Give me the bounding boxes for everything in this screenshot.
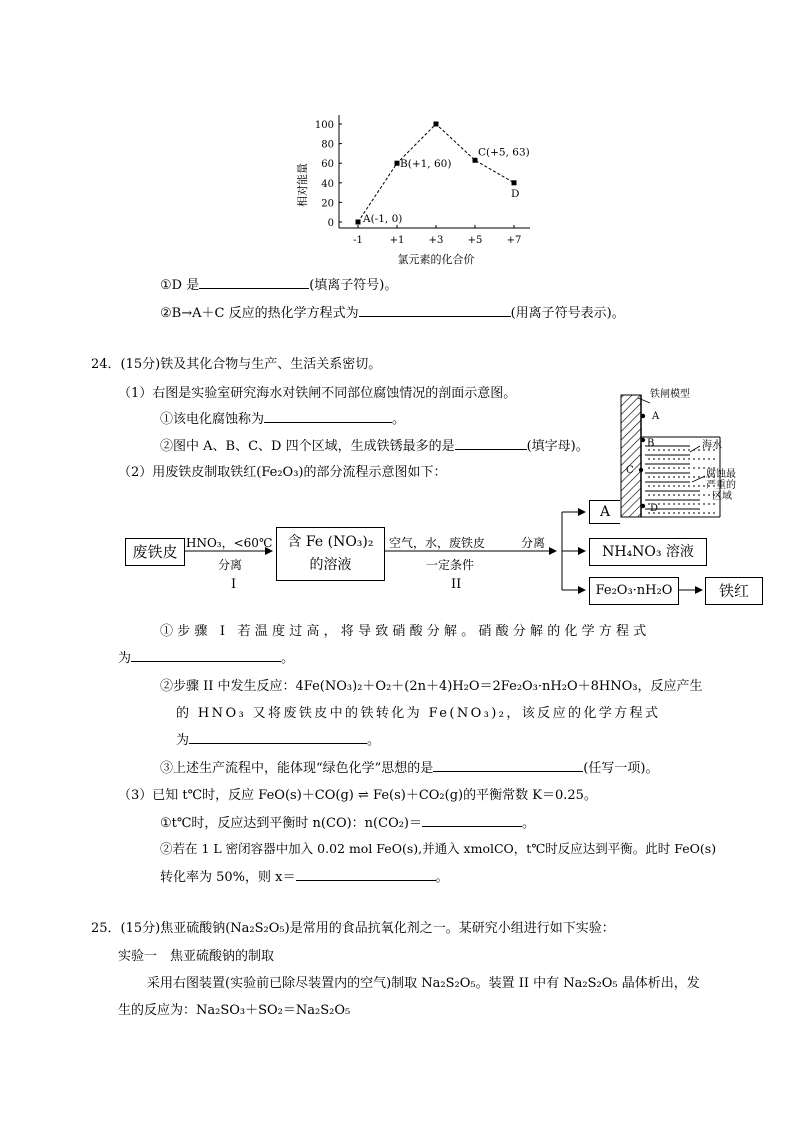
q24-title: 24．(15分)铁及其化合物与生产、生活关系密切。 bbox=[91, 357, 382, 372]
gate-label-b: B bbox=[647, 438, 655, 449]
flow-middle-line2: 的溶液 bbox=[309, 557, 352, 573]
q23-item-1 bbox=[160, 274, 397, 293]
chart-ylabel: 相对能量 bbox=[296, 163, 309, 207]
y-tick-label: 80 bbox=[321, 139, 334, 151]
q24-part3-item2-line2 bbox=[160, 866, 449, 885]
q24-part1-item2-suffix: (填字母)。 bbox=[526, 439, 589, 454]
data-point-label: A(-1, 0) bbox=[363, 213, 403, 225]
gate-title: 铁闸模型 bbox=[650, 389, 690, 400]
q24-part3: （3）已知 t℃时，反应 FeO(s)＋CO(g) ⇌ Fe(s)＋CO₂(g)的平衡常数 K＝0.25。 bbox=[118, 788, 597, 803]
answer-blank[interactable] bbox=[264, 410, 392, 423]
flow-output-mid-box: NH₄NO₃ 溶液 bbox=[589, 538, 707, 566]
answer-blank[interactable] bbox=[359, 304, 511, 317]
q23-item-1-suffix: (填离子符号)。 bbox=[309, 278, 398, 293]
q24-part2-item1-line2 bbox=[118, 647, 294, 666]
answer-blank[interactable] bbox=[433, 759, 583, 772]
data-point bbox=[395, 161, 400, 166]
flow-middle-line1: 含 Fe (NO₃)₂ bbox=[287, 534, 374, 550]
q24-part3-item1 bbox=[160, 812, 535, 831]
q24-part2-item2-line2: 的 HNO₃ 又将废铁皮中的铁转化为 Fe(NO₃)₂，该反应的化学方程式 bbox=[176, 706, 661, 721]
energy-chart bbox=[280, 110, 550, 270]
q24-part1-item2-text: ②图中 A、B、C、D 四个区域，生成铁锈最多的是 bbox=[160, 439, 455, 454]
x-tick-label: +1 bbox=[389, 235, 405, 246]
q23-item-2-text: ②B→A＋C 反应的热化学方程式为 bbox=[160, 306, 359, 321]
flow-start-box: 废铁皮 bbox=[125, 538, 185, 566]
q25-line1: 采用右图装置(实验前已除尽装置内的空气)制取 Na₂S₂O₅。装置 II 中有 Na₂S₂O₅ 晶体析出，发 bbox=[147, 976, 700, 991]
q24-part2: （2）用废铁皮制取铁红(Fe₂O₃)的部分流程示意图如下： bbox=[118, 465, 447, 480]
gate-label-a: A bbox=[652, 411, 660, 422]
flow-step-1: I bbox=[231, 577, 237, 592]
data-point bbox=[356, 220, 361, 225]
q23-item-2-suffix: (用离子符号表示)。 bbox=[510, 306, 625, 321]
point-a-marker bbox=[641, 414, 645, 418]
q23-item-1-text: ①D 是 bbox=[160, 278, 200, 293]
y-tick-label: 0 bbox=[327, 218, 334, 229]
y-tick-label: 20 bbox=[321, 198, 334, 210]
flow-final-box: 铁红 bbox=[705, 577, 763, 605]
flow-arrow2-bottom: 一定条件 bbox=[426, 558, 475, 572]
q25-title: 25．(15分)焦亚硫酸钠(Na₂S₂O₅)是常用的食品抗氧化剂之一。某研究小组进行如下实验： bbox=[91, 921, 615, 936]
data-point-label: D bbox=[511, 187, 520, 200]
flow-output-top-box: A bbox=[589, 500, 620, 524]
q24-part3-item2-suffix: 。 bbox=[435, 870, 449, 885]
x-tick-label: +7 bbox=[506, 235, 522, 246]
q24-part2-item1-prefix: 为 bbox=[118, 651, 132, 666]
gate-zone-line2: 严重的 bbox=[706, 480, 736, 491]
flow-arrow1-bottom: 分离 bbox=[218, 558, 243, 572]
flow-arrow2-top: 空气，水，废铁皮 bbox=[389, 536, 486, 550]
q24-part2-item1: ①步骤 I 若温度过高，将导致硝酸分解。硝酸分解的化学方程式 bbox=[160, 624, 651, 639]
q24-part2-item2-line1: ②步骤 II 中发生反应：4Fe(NO₃)₂＋O₂＋(2n＋4)H₂O＝2Fe₂O₃·nH₂O＋8HNO₃，反应产生 bbox=[160, 679, 703, 694]
flow-output-bottom-box: Fe₂O₃·nH₂O bbox=[589, 577, 679, 605]
q24-part1-item1 bbox=[160, 408, 405, 427]
q24-part3-item1-suffix: 。 bbox=[522, 816, 536, 831]
q24-part2-item3-text: ③上述生产流程中，能体现“绿色化学”思想的是 bbox=[160, 761, 434, 776]
y-tick-label: 100 bbox=[314, 120, 334, 131]
series-line bbox=[358, 124, 514, 222]
gate-zone-line1: 腐蚀最 bbox=[706, 469, 736, 480]
q25-line2: 生的反应为：Na₂SO₃＋SO₂＝Na₂S₂O₅ bbox=[118, 1003, 351, 1018]
gate-label-d: D bbox=[650, 503, 659, 514]
data-point-label: C(+5, 63) bbox=[478, 146, 530, 159]
q24-part2-item2-line3 bbox=[176, 729, 380, 748]
x-tick-label: +3 bbox=[428, 235, 444, 246]
q24-part1-item1-text: ①该电化腐蚀称为 bbox=[160, 412, 265, 427]
q24-part2-item2-suffix: 。 bbox=[367, 733, 381, 748]
y-tick-label: 40 bbox=[321, 178, 334, 190]
answer-blank[interactable] bbox=[455, 437, 527, 450]
flow-middle-box bbox=[276, 527, 385, 581]
q24-part2-item1-suffix: 。 bbox=[281, 651, 295, 666]
gate-label-c: C bbox=[626, 465, 634, 476]
q24-part1-item2 bbox=[160, 435, 589, 454]
data-point-label: B(+1, 60) bbox=[400, 158, 452, 171]
q24-part2-item3-suffix: (任写一项)。 bbox=[583, 761, 659, 776]
answer-blank[interactable] bbox=[189, 731, 367, 744]
q25-experiment-heading: 实验一 焦亚硫酸钠的制取 bbox=[118, 949, 275, 964]
answer-blank[interactable] bbox=[296, 868, 436, 881]
answer-blank[interactable] bbox=[199, 276, 309, 289]
point-b-marker bbox=[641, 438, 645, 442]
q24-part1-item1-suffix: 。 bbox=[392, 412, 406, 427]
flow-arrow1-top: HNO₃，<60℃ bbox=[186, 536, 273, 550]
flow-step-2: II bbox=[451, 577, 462, 592]
q24-part2-item3 bbox=[160, 757, 658, 776]
q23-item-2 bbox=[160, 302, 625, 321]
flow-separate-label: 分离 bbox=[521, 536, 546, 550]
data-point bbox=[473, 158, 478, 163]
answer-blank[interactable] bbox=[422, 814, 522, 827]
gate-sea-label: 海水 bbox=[702, 440, 722, 451]
q24-part3-item2-text: 转化率为 50%，则 x＝ bbox=[160, 870, 296, 885]
q24-part3-item1-text: ①t℃时，反应达到平衡时 n(CO)：n(CO₂)＝ bbox=[160, 816, 423, 831]
data-point bbox=[512, 180, 517, 185]
data-point bbox=[434, 122, 439, 127]
gate-zone-line3: 区域 bbox=[712, 491, 732, 502]
y-tick-label: 60 bbox=[321, 159, 334, 171]
q24-part3-item2-line1: ②若在 1 L 密闭容器中加入 0.02 mol FeO(s),并通入 xmolCO，t℃时反应达到平衡。此时 FeO(s) bbox=[160, 841, 717, 856]
x-tick-label: -1 bbox=[353, 235, 363, 246]
q24-part1: （1）右图是实验室研究海水对铁闸不同部位腐蚀情况的剖面示意图。 bbox=[118, 386, 517, 401]
point-c-marker bbox=[639, 468, 643, 472]
answer-blank[interactable] bbox=[131, 649, 281, 662]
x-tick-label: +5 bbox=[467, 235, 483, 246]
q24-part2-item2-prefix: 为 bbox=[176, 733, 190, 748]
chart-xlabel: 氯元素的化合价 bbox=[397, 253, 475, 266]
